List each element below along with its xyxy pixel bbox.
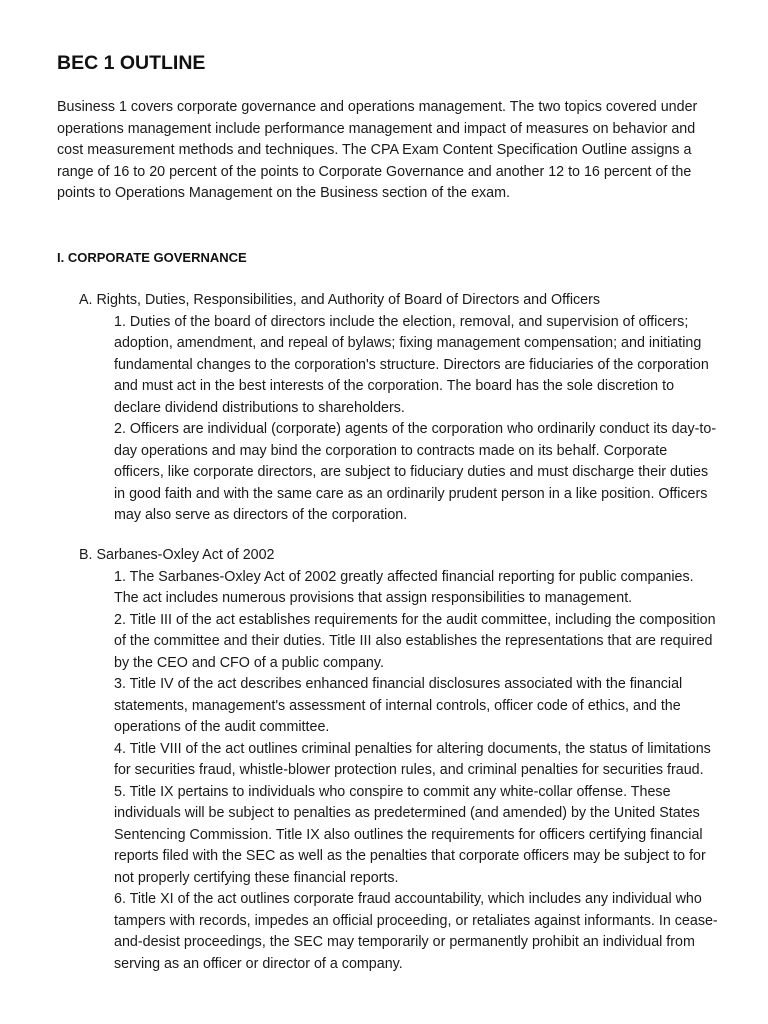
list-item: 1. The Sarbanes-Oxley Act of 2002 greatly affected financial reporting for public companies. The act includes numerous provisions that assign responsibilities to management.	[114, 568, 694, 606]
list-item: 3. Title IV of the act describes enhanced financial disclosures associated with the financial statements, management's assessment of internal controls, officer code of ethics, and the operations of the audit committee.	[114, 676, 683, 735]
subsection-title: A. Rights, Duties, Responsibilities, and Authority of Board of Directors and Officers	[79, 292, 601, 308]
list-item: 2. Officers are individual (corporate) agents of the corporation who ordinarily conduct its day-to-day operations and may bind the corporation to contracts made on its behalf. Corporate officers, like corporate directors, are subject to fiduciary duties and must discharge their duties in good faith and with the same care as an ordinarily prudent person in a like position. Officers may also serve as directors of the corporation.	[114, 421, 717, 523]
list-item: 5. Title IX pertains to individuals who conspire to commit any white-collar offense. These individuals will be subject to penalties as predetermined (and amended) by the United States Sentencing Commission. Title IX also outlines the requirements for officers certifying financial reports filed with the SEC as well as the penalties that corporate officers may be subject to for not properly certifying these financial reports.	[114, 783, 706, 886]
subsection-board-rights-duties	[79, 290, 719, 527]
document-title: BEC 1 OUTLINE	[57, 52, 206, 74]
subsection-item-list	[79, 312, 718, 527]
intro-paragraph: Business 1 covers corporate governance and operations management. The two topics covered under operations management include performance management and impact of measures on behavior and cost measurement methods and techniques. The CPA Exam Content Specification Outline assigns a range of 16 to 20 percent of the points to Corporate Governance and another 12 to 16 percent of the points to Operations Management on the Business section of the exam.	[57, 99, 698, 201]
subsection-title: B. Sarbanes-Oxley Act of 2002	[79, 547, 275, 563]
list-item: 6. Title XI of the act outlines corporate fraud accountability, which includes any individual who tampers with records, impedes an official proceeding, or retaliates against informants. In cease-and-desist proceedings, the SEC may temporarily or permanently prohibit an individual from serving as an officer or director of a company.	[114, 891, 718, 972]
list-item: 1. Duties of the board of directors include the election, removal, and supervision of officers; adoption, amendment, and repeal of bylaws; fixing management compensation; and initiating fundamental changes to the corporation's structure. Directors are fiduciaries of the corporation and must act in the best interests of the corporation. The board has the sole discretion to declare dividend distributions to shareholders.	[114, 313, 709, 416]
subsection-item-list	[79, 567, 719, 976]
subsection-sarbanes-oxley	[79, 545, 719, 975]
section-heading-corporate-governance: I. CORPORATE GOVERNANCE	[57, 250, 247, 265]
list-item: 4. Title VIII of the act outlines criminal penalties for altering documents, the status of limitations for securities fraud, whistle-blower protection rules, and criminal penalties for securities fraud.	[114, 740, 711, 778]
list-item: 2. Title III of the act establishes requirements for the audit committee, including the composition of the committee and their duties. Title III also establishes the representations that are required by the CEO and CFO of a public company.	[114, 611, 716, 671]
